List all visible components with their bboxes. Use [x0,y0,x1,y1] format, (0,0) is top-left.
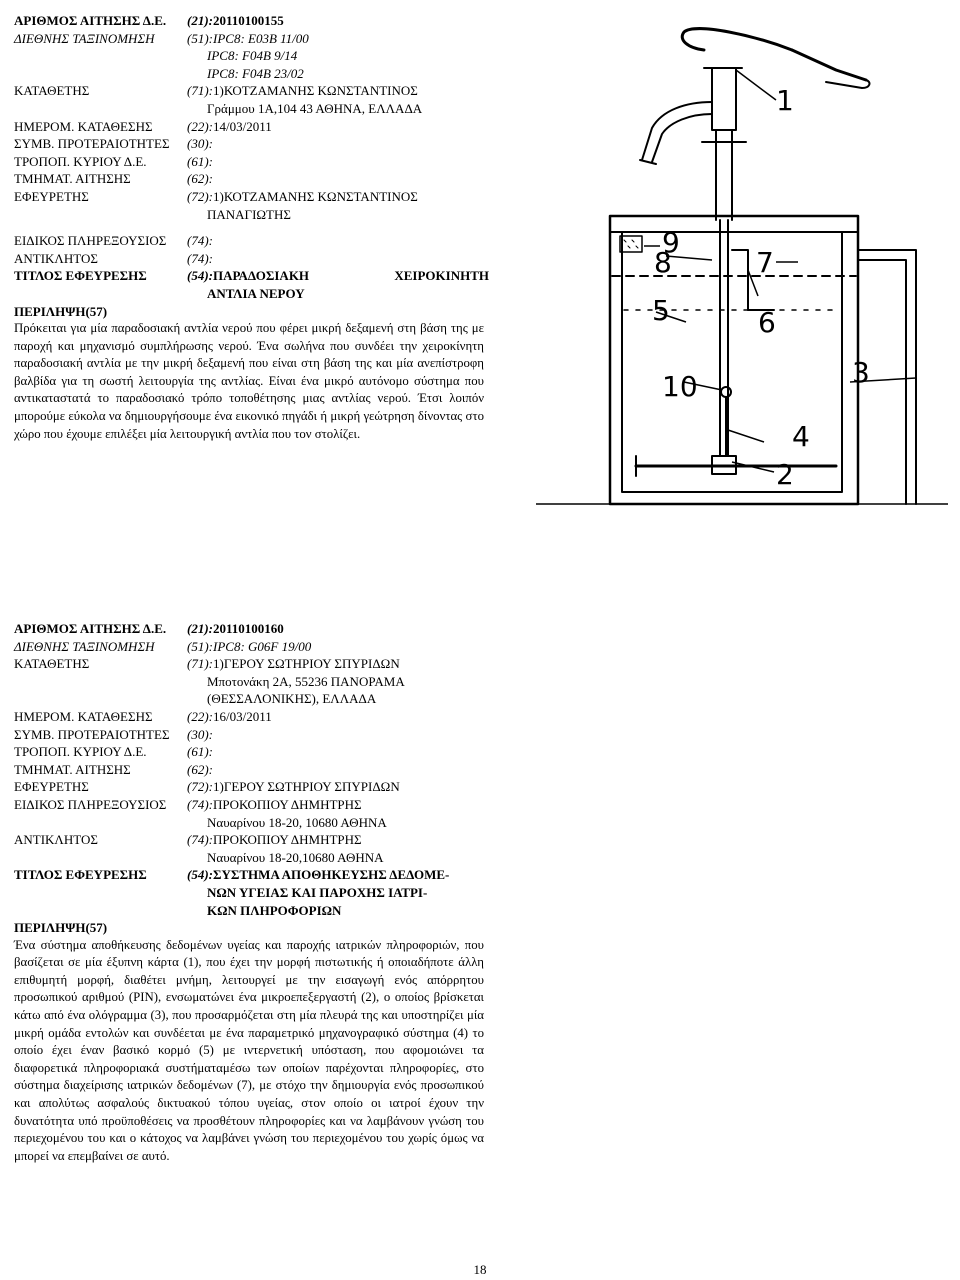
modification-code: (61): [187,153,213,169]
title-word: ΠΑΡΑΔΟΣΙΑΚΗ [213,268,310,284]
priority-code: (30): [187,726,213,742]
title-code: (54): [187,268,213,284]
inventor-row [14,188,484,206]
priority-row [14,726,484,744]
title-label: ΤΙΤΛΟΣ ΕΦΕΥΡΕΣΗΣ [14,268,147,284]
filing-date-label: ΗΜΕΡΟΜ. ΚΑΤΑΘΕΣΗΣ [14,708,153,724]
filing-date-value: 16/03/2011 [213,708,272,724]
abstract-heading: ΠΕΡΙΛΗΨΗ(57) [14,920,108,936]
attorney-row [14,796,484,814]
applicant-code: (71): [187,656,213,672]
agent-name: ΠΡΟΚΟΠΙΟΥ ΔΗΜΗΤΡΗΣ [213,832,362,848]
ipc-code: (51): [187,638,213,654]
figure-label: 10 [662,370,698,403]
applicant-row [14,82,484,100]
applicant-address: Μποτονάκη 2Α, 55236 ΠΑΝΟΡΑΜΑ [207,673,405,689]
applicant-code: (71): [187,83,213,99]
applicant-name: 1)ΓΕΡΟΥ ΣΩΤΗΡΙΟΥ ΣΠΥΡΙΔΩΝ [213,656,400,672]
agent-row [14,831,484,849]
application-number-value: 20110100155 [213,13,284,28]
priority-label: ΣΥΜΒ. ΠΡΟΤΕΡΑΙΟΤΗΤΕΣ [14,136,170,152]
ipc-label: ΔΙΕΘΝΗΣ ΤΑΞΙΝΟΜΗΣΗ [14,638,155,654]
title-line: ΝΩΝ ΥΓΕΙΑΣ ΚΑΙ ΠΑΡΟΧΗΣ ΙΑΤΡΙ- [207,884,428,900]
title-code: (54): [187,867,213,883]
page-number: 18 [473,1262,487,1277]
applicant-name: 1)ΚΟΤΖΑΜΑΝΗΣ ΚΩΝΣΤΑΝΤΙΝΟΣ [213,83,418,99]
ipc-label: ΔΙΕΘΝΗΣ ΤΑΞΙΝΟΜΗΣΗ [14,30,155,46]
pump-diagram [536,10,948,508]
attorney-code: (74): [187,233,213,249]
title-line: ΚΩΝ ΠΛΗΡΟΦΟΡΙΩΝ [207,902,342,918]
agent-row [14,250,484,268]
divisional-row [14,170,484,188]
applicant-label: ΚΑΤΑΘΕΤΗΣ [14,83,90,99]
figure-label: 6 [758,306,776,339]
modification-label: ΤΡΟΠΟΠ. ΚΥΡΙΟΥ Δ.Ε. [14,153,147,169]
agent-code: (74): [187,250,213,266]
inventor-label: ΕΦΕΥΡΕΤΗΣ [14,779,89,795]
priority-row [14,135,484,153]
filing-date-row [14,708,484,726]
attorney-row [14,232,484,250]
application-number-value: 20110100160 [213,621,284,636]
title-word: ΧΕΙΡΟΚΙΝΗΤΗ [394,268,489,284]
application-number-code: (21): [187,621,213,636]
modification-label: ΤΡΟΠΟΠ. ΚΥΡΙΟΥ Δ.Ε. [14,744,147,760]
inventor-name: 1)ΚΟΤΖΑΜΑΝΗΣ ΚΩΝΣΤΑΝΤΙΝΟΣ [213,188,418,204]
figure-label: 4 [792,420,810,453]
ipc-value: IPC8: F04B 9/14 [207,48,298,64]
agent-code: (74): [187,832,213,848]
ipc-row [14,638,484,656]
title-row [14,866,484,884]
modification-code: (61): [187,744,213,760]
application-number-label: ΑΡΙΘΜΟΣ ΑΙΤΗΣΗΣ Δ.Ε. [14,13,167,28]
priority-code: (30): [187,136,213,152]
figure-label: 2 [776,458,794,491]
applicant-row [14,655,484,673]
filing-date-code: (22): [187,708,213,724]
divisional-label: ΤΜΗΜΑΤ. ΑΙΤΗΣΗΣ [14,171,131,187]
attorney-code: (74): [187,796,213,812]
divisional-row [14,761,484,779]
inventor-name-cont: ΠΑΝΑΓΙΩΤΗΣ [207,206,291,222]
agent-label: ΑΝΤΙΚΛΗΤΟΣ [14,250,98,266]
title-line: ΑΝΤΛΙΑ ΝΕΡΟΥ [207,285,305,301]
attorney-label: ΕΙΔΙΚΟΣ ΠΛΗΡΕΞΟΥΣΙΟΣ [14,233,167,249]
application-number-row [14,620,484,638]
filing-date-value: 14/03/2011 [213,118,272,134]
attorney-name: ΠΡΟΚΟΠΙΟΥ ΔΗΜΗΤΡΗΣ [213,796,362,812]
filing-date-label: ΗΜΕΡΟΜ. ΚΑΤΑΘΕΣΗΣ [14,118,153,134]
divisional-code: (62): [187,761,213,777]
agent-label: ΑΝΤΙΚΛΗΤΟΣ [14,832,98,848]
filing-date-row [14,118,484,136]
attorney-address: Ναυαρίνου 18-20, 10680 ΑΘΗΝΑ [207,814,387,830]
title-row [14,267,489,285]
title-label: ΤΙΤΛΟΣ ΕΦΕΥΡΕΣΗΣ [14,867,147,883]
patent-record-1 [14,12,489,443]
ipc-row [14,30,484,48]
priority-label: ΣΥΜΒ. ΠΡΟΤΕΡΑΙΟΤΗΤΕΣ [14,726,170,742]
figure-label: 9 [662,226,680,259]
agent-address: Ναυαρίνου 18-20,10680 ΑΘΗΝΑ [207,849,384,865]
figure-label: 8 [654,246,672,279]
divisional-label: ΤΜΗΜΑΤ. ΑΙΤΗΣΗΣ [14,761,131,777]
divisional-code: (62): [187,171,213,187]
modification-row [14,743,484,761]
inventor-code: (72): [187,188,213,204]
ipc-value: IPC8: G06F 19/00 [213,638,312,654]
modification-row [14,153,484,171]
application-number-row [14,12,484,30]
inventor-label: ΕΦΕΥΡΕΤΗΣ [14,188,89,204]
application-number-code: (21): [187,13,213,28]
filing-date-code: (22): [187,118,213,134]
abstract-text: Πρόκειται για μία παραδοσιακή αντλία νερού που φέρει μικρή δεξαμενή στη βάση της με παροχή και μηχανισμό συμπλήρωσης νερού. Ένα σωλήνα που συνδέει την χειροκίνητη παραδοσιακή αντλία με την μικρή δεξαμενή που είναι στη βάση της και μία ανεπίστροφη βαλβίδα για τη σωστή λειτουργία της αντλίας. Είναι ένα μικρό αυτόνομο σύστημα που αντικαταστατά το παραδοσιακό τρόπο τοποθέτησης μιας αντλίας νερού. Έτσι λοιπόν μπορούμε εύκολα να δημιουργήσουμε ένα εικονικό πηγάδι ή μικρή γεώτρηση δίνοντας στο χώρο που έχουμε επιλέξει μία λειτουργική αντλία που τον στολίζει. [14,321,484,441]
figure-label: 3 [852,356,870,389]
abstract-text: Ένα σύστημα αποθήκευσης δεδομένων υγείας και παροχής ιατρικών πληροφοριών, που βασίζεται σε μία έξυπνη κάρτα (1), που έχει την μορφή πιστωτικής ή οποιαδήποτε άλλη επιθυμητή μορφή, διαθέτει μνήμη, λειτουργεί με την εισαγωγή ενός απόρρητου προσωπικού αριθμού (PIN), ενσωματώνει ένα μικροεπεξεργαστή (2), ο οποίος βρίσκεται κάτω από ένα ολόγραμμα (3), που προσαρμόζεται στη μία πλευρά της και υποστηρίζει μία μικρή ομάδα εντολών και συνδέεται με ένα παραμετρικό μηχανογραφικό σύστημα (4) το οποίο έχει έναν βασικό κορμό (5) με ιντερνετική υπόσταση, που αφομοιώνει τα διαφορετικά πληροφοριακά συστήματαμέσω των οποίων παρέχονται πληροφορίες, στο σύστημα διαχείρισης ιατρικών δεδομένων (7), με στόχο την δημιουργία ενός προσωπικού και απολύτως ασφαλούς δικτυακού τόπου υγείας, στον οποίο οι ιατροί έχουν την δυνατότητα υπό προϋποθέσεις να προσθέτουν πληροφορίες και να λαμβάνουν γνώση του περιεχομένου του και ο κάτοχος να λαμβάνει γνώση του περιεχομένου του χωρίς όμως να μπορεί να επεμβαίνει σε αυτό. [14,937,484,1163]
figure-label: 7 [756,246,774,279]
applicant-address: Γράμμου 1Α,104 43 ΑΘΗΝΑ, ΕΛΛΑΔΑ [207,100,423,116]
abstract-heading: ΠΕΡΙΛΗΨΗ(57) [14,303,108,319]
applicant-address: (ΘΕΣΣΑΛΟΝΙΚΗΣ), ΕΛΛΑΔΑ [207,691,377,707]
ipc-value: IPC8: E03B 11/00 [213,30,309,46]
ipc-code: (51): [187,30,213,46]
ipc-value: IPC8: F04B 23/02 [207,65,304,81]
figure-label: 5 [652,294,670,327]
inventor-code: (72): [187,779,213,795]
application-number-label: ΑΡΙΘΜΟΣ ΑΙΤΗΣΗΣ Δ.Ε. [14,621,167,636]
applicant-label: ΚΑΤΑΘΕΤΗΣ [14,656,90,672]
title-line: ΣΥΣΤΗΜΑ ΑΠΟΘΗΚΕΥΣΗΣ ΔΕΔΟΜΕ- [213,867,450,883]
figure-label: 1 [776,84,794,117]
attorney-label: ΕΙΔΙΚΟΣ ΠΛΗΡΕΞΟΥΣΙΟΣ [14,796,167,812]
inventor-name: 1)ΓΕΡΟΥ ΣΩΤΗΡΙΟΥ ΣΠΥΡΙΔΩΝ [213,779,400,795]
inventor-row [14,778,484,796]
patent-record-2 [14,620,484,1165]
